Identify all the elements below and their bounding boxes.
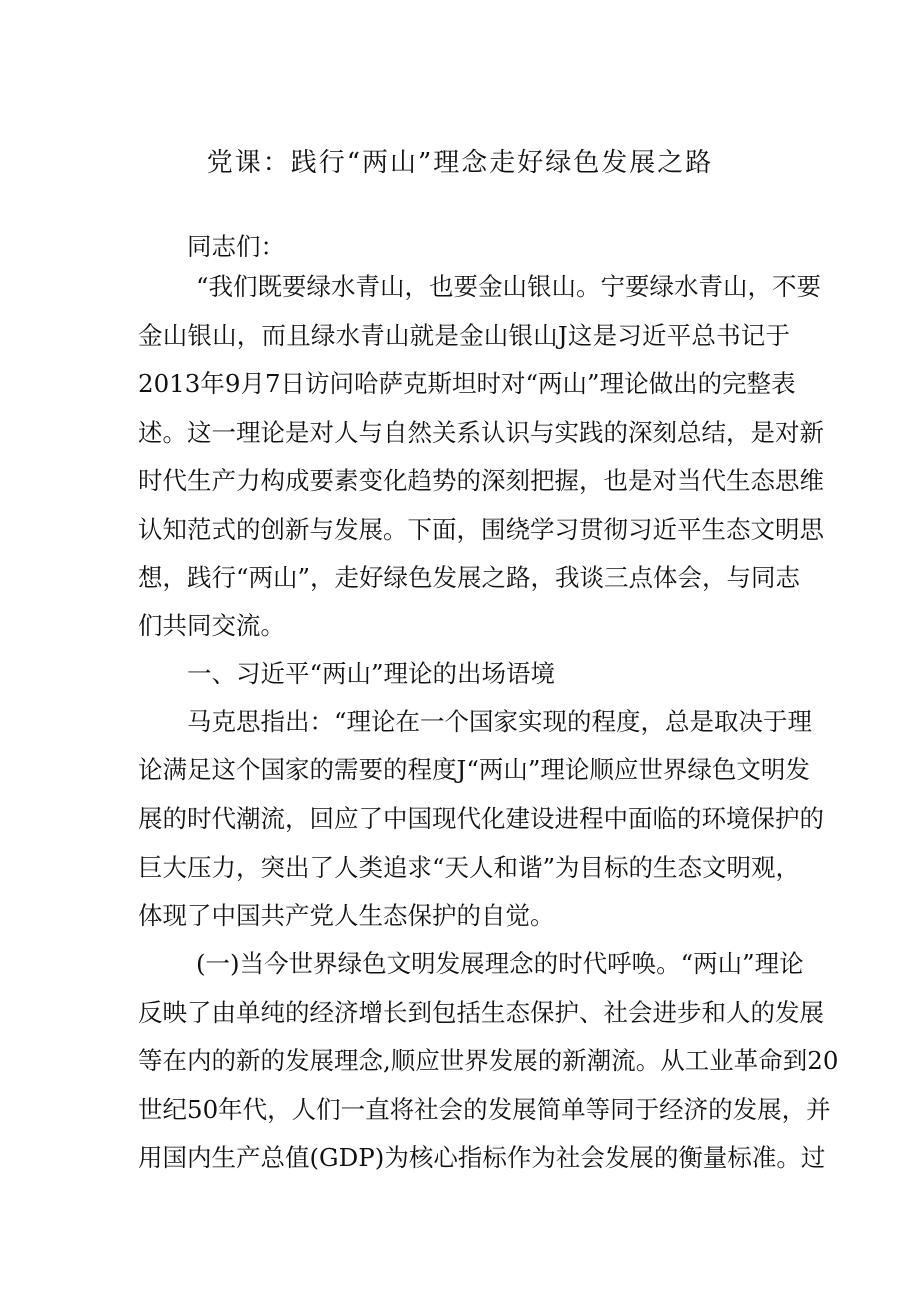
paragraph-line: 马克思指出：“理论在一个国家实现的程度，总是取决于理 (187, 707, 813, 736)
paragraph-line: 反映了由单纯的经济增长到包括生态保护、社会进步和人的发展 (138, 998, 824, 1027)
paragraph-line: 世纪50年代，人们一直将社会的发展简单等同于经济的发展，并 (138, 1095, 831, 1124)
paragraph-line: 述。这一理论是对人与自然关系认识与实践的深刻总结，是对新 (138, 418, 824, 447)
salutation: 同志们： (187, 232, 285, 261)
paragraph-line: 巨大压力，突出了人类追求“天人和谐”为目标的生态文明观， (138, 853, 801, 882)
paragraph-line: 想，践行“两山”，走好绿色发展之路，我谈三点体会，与同志 (138, 563, 801, 592)
paragraph-line: 体现了中国共产党人生态保护的自觉。 (138, 901, 555, 930)
paragraph-line: 论满足这个国家的需要的程度J“两山”理论顺应世界绿色文明发 (138, 755, 810, 784)
paragraph-line: 等在内的新的发展理念,顺应世界发展的新潮流。从工业革命到20 (138, 1046, 839, 1075)
paragraph-line: 展的时代潮流，回应了中国现代化建设进程中面临的环境保护的 (138, 804, 824, 833)
paragraph-line: 认知范式的创新与发展。下面，围绕学习贯彻习近平生态文明思 (138, 515, 824, 544)
paragraph-line: (一)当今世界绿色文明发展理念的时代呼唤。“两山”理论 (196, 949, 804, 978)
paragraph-line: 金山银山，而且绿水青山就是金山银山J这是习近平总书记于 (138, 321, 790, 350)
paragraph-line: 用国内生产总值(GDP)为核心指标作为社会发展的衡量标准。过 (138, 1143, 826, 1172)
paragraph-line: 们共同交流。 (138, 611, 285, 640)
paragraph-line: “我们既要绿水青山，也要金山银山。宁要绿水青山，不要 (196, 272, 822, 301)
document-title: 党课：践行“两山”理念走好绿色发展之路 (206, 148, 714, 178)
section-heading: 一、习近平“两山”理论的出场语境 (187, 659, 556, 688)
paragraph-line: 2013年9月7日访问哈萨克斯坦时对“两山”理论做出的完整表 (138, 369, 796, 398)
paragraph-line: 时代生产力构成要素变化趋势的深刻把握，也是对当代生态思维 (138, 466, 824, 495)
